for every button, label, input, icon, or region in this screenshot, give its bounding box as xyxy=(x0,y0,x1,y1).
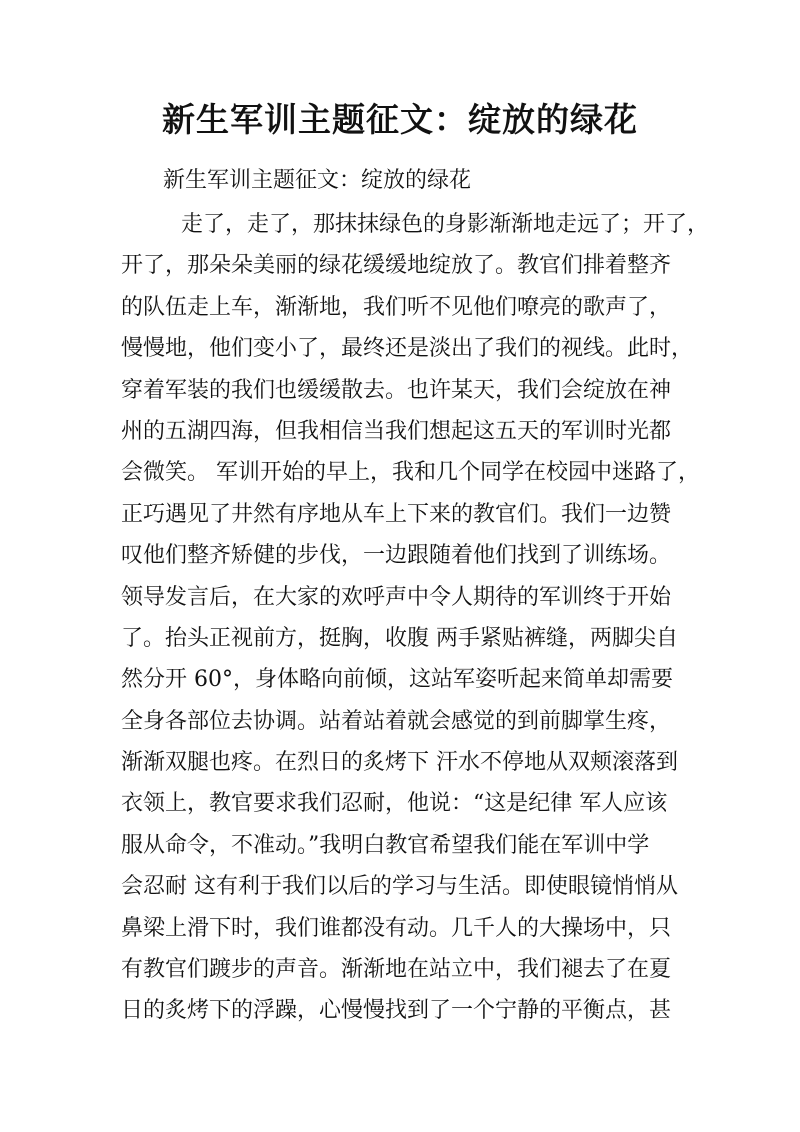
document-title: 新生军训主题征文：绽放的绿花 xyxy=(162,100,638,139)
body-line: 正巧遇见了井然有序地从车上下来的教官们。我们一边赞 xyxy=(121,501,672,527)
body-line: 有教官们踱步的声音。渐渐地在站立中，我们褪去了在夏 xyxy=(121,957,672,983)
document-body xyxy=(0,204,800,1032)
body-line: 全身各部位去协调。站着站着就会感觉的到前脚掌生疼， xyxy=(121,708,672,734)
body-line: 走了，走了，那抹抹绿色的身影渐渐地走远了；开了， xyxy=(181,212,710,237)
body-line: 然分开 60°，身体略向前倾，这站军姿听起来简单却需要 xyxy=(121,667,673,693)
body-line: 会忍耐 这有利于我们以后的学习与生活。即使眼镜悄悄从 xyxy=(121,874,678,900)
body-line: 了。抬头正视前方，挺胸，收腹 两手紧贴裤缝，两脚尖自 xyxy=(121,625,678,651)
document-subtitle: 新生军训主题征文：绽放的绿花 xyxy=(163,168,472,193)
body-line: 鼻梁上滑下时，我们谁都没有动。几千人的大操场中，只 xyxy=(121,915,672,941)
body-line: 开了，那朵朵美丽的绿花缓缓地绽放了。教官们排着整齐 xyxy=(121,253,672,279)
body-line: 服从命令，不准动。”我明白教官希望我们能在军训中学 xyxy=(121,832,650,858)
body-line: 州的五湖四海，但我相信当我们想起这五天的军训时光都 xyxy=(121,418,672,444)
body-line: 领导发言后，在大家的欢呼声中令人期待的军训终于开始 xyxy=(121,584,672,610)
body-line: 日的炙烤下的浮躁，心慢慢找到了一个宁静的平衡点，甚 xyxy=(121,998,672,1024)
body-line: 的队伍走上车，渐渐地，我们听不见他们嘹亮的歌声了， xyxy=(121,294,672,320)
body-line: 会微笑。 军训开始的早上，我和几个同学在校园中迷路了， xyxy=(121,460,700,486)
body-line: 慢慢地，他们变小了，最终还是淡出了我们的视线。此时， xyxy=(121,336,694,362)
body-line: 穿着军装的我们也缓缓散去。也许某天，我们会绽放在神 xyxy=(121,377,672,403)
body-line: 衣领上，教官要求我们忍耐，他说：“这是纪律 军人应该 xyxy=(121,791,668,817)
body-line: 叹他们整齐矫健的步伐，一边跟随着他们找到了训练场。 xyxy=(121,543,672,569)
body-line: 渐渐双腿也疼。在烈日的炙烤下 汗水不停地从双颊滚落到 xyxy=(121,750,678,776)
